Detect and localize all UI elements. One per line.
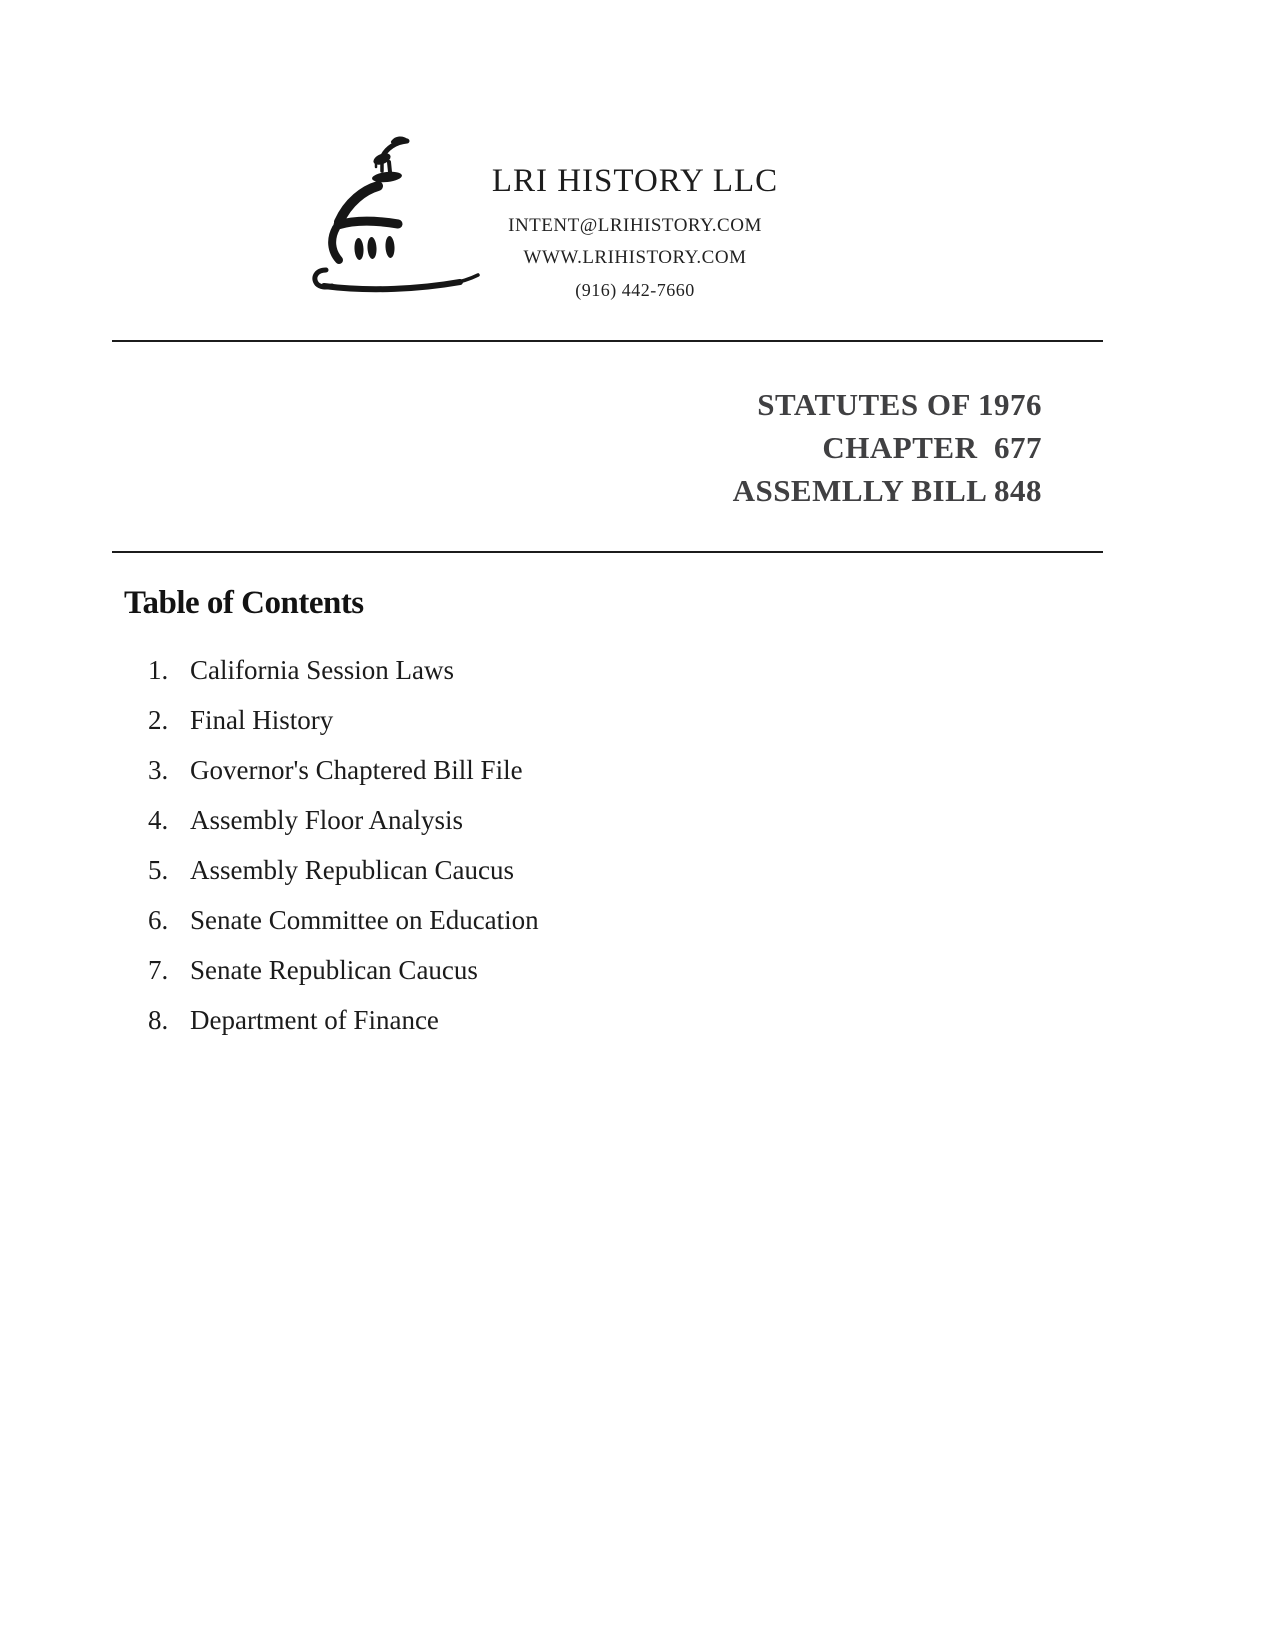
toc-item (148, 745, 948, 795)
company-phone: (916) 442-7660 (575, 280, 695, 300)
toc-item (148, 895, 948, 945)
toc-item-number: 6. (148, 905, 169, 935)
assembly-bill-line: ASSEMLLY BILL 848 (732, 473, 1042, 508)
toc-list (148, 645, 948, 1045)
company-website: WWW.LRIHISTORY.COM (523, 247, 747, 268)
toc-item-label: Senate Republican Caucus (190, 955, 478, 985)
toc-item-label: Department of Finance (190, 1005, 439, 1035)
toc-item-label: Senate Committee on Education (190, 905, 539, 935)
toc-item-number: 2. (148, 705, 169, 735)
toc-item-label: Assembly Republican Caucus (190, 855, 514, 885)
toc-item-label: California Session Laws (190, 655, 454, 685)
toc-item (148, 795, 948, 845)
company-email: INTENT@LRIHISTORY.COM (508, 215, 762, 236)
horizontal-rule-top (112, 340, 1103, 342)
bill-title-block (733, 383, 1042, 512)
toc-item-number: 3. (148, 755, 169, 785)
toc-item (148, 995, 948, 1045)
chapter-line: CHAPTER 677 (822, 430, 1042, 465)
horizontal-rule-bottom (112, 551, 1103, 553)
letterhead (433, 162, 837, 306)
toc-item-label: Assembly Floor Analysis (190, 805, 464, 835)
toc-item-number: 7. (148, 955, 169, 985)
toc-item-label: Governor's Chaptered Bill File (190, 755, 523, 785)
toc-item-number: 1. (148, 655, 169, 685)
toc-item (148, 845, 948, 895)
toc-item (148, 945, 948, 995)
toc-item (148, 645, 948, 695)
toc-item (148, 695, 948, 745)
toc-item-number: 8. (148, 1005, 169, 1035)
company-name: LRI HISTORY LLC (491, 163, 779, 199)
statutes-year-line: STATUTES OF 1976 (757, 387, 1042, 422)
toc-item-number: 5. (148, 855, 169, 885)
toc-heading: Table of Contents (124, 585, 364, 621)
toc-item-label: Final History (190, 705, 334, 735)
toc-item-number: 4. (148, 805, 169, 835)
